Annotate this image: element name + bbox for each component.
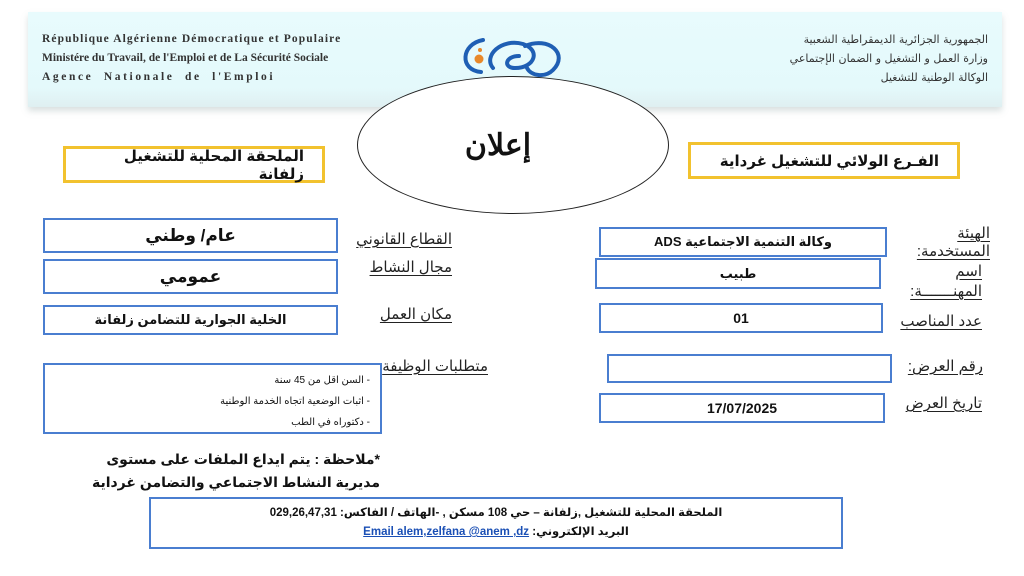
employer-field: [599, 227, 887, 257]
workplace-field: [43, 305, 338, 335]
requirement-item: - اثبات الوضعية اتجاه الخدمة الوطنية: [220, 396, 370, 407]
positions-count-label: عدد المناصب: [900, 313, 982, 330]
activity-value: عمومي: [159, 266, 222, 286]
contact-phone: 029,26,47,31: [269, 507, 337, 519]
offer-date-field: [599, 393, 885, 423]
email-link[interactable]: Email alem,zelfana @anem ,dz: [363, 526, 530, 538]
offer-date-label: تاريخ العرض: [905, 395, 982, 412]
profession-value: طبيب: [719, 265, 757, 281]
ministry-name-fr: Ministére du Travail, de l'Emploi et de La Sécurité Sociale: [42, 52, 329, 64]
agency-name-ar: الوكالة الوطنية للتشغيل: [880, 71, 988, 84]
workplace-label: مكان العمل: [379, 306, 452, 323]
note-line-2: مديرية النشاط الاجتماعي والتضامن غرداية: [91, 474, 380, 490]
wilaya-branch-box: [688, 142, 960, 179]
contact-address-line: [151, 504, 841, 523]
wilaya-branch-name: الفـرع الولائي للتشغيل غرداية: [719, 152, 939, 170]
legal-sector-field: [43, 218, 338, 253]
requirements-box: [43, 363, 382, 434]
filing-note: [80, 448, 380, 494]
requirements-label: متطلبات الوظيفة: [382, 358, 488, 375]
letterhead-arabic: [608, 30, 988, 87]
note-line-1: *ملاحظة : يتم ايداع الملفات على مستوى: [106, 451, 380, 467]
profession-label: اسم المهنـــــــة:: [910, 263, 982, 300]
republic-name-ar: الجمهورية الجزائرية الديمقراطية الشعبية: [803, 33, 988, 46]
letterhead-french: [42, 30, 422, 87]
agency-name-fr: Agence Nationale de l'Emploi: [42, 71, 276, 83]
announcement-title: إعلان: [464, 127, 532, 163]
offer-date-value: 17/07/2025: [706, 400, 778, 416]
offer-number-field: [607, 354, 892, 383]
profession-field: [595, 258, 881, 289]
activity-field: [43, 259, 338, 294]
announcement-oval: [357, 76, 669, 214]
requirement-item: - دكتوراه في الطب: [291, 417, 370, 428]
local-agency-box: [63, 146, 325, 183]
legal-sector-label: القطاع القانوني: [356, 231, 452, 248]
employer-value: وكالة التنمية الاجتماعية ADS: [654, 234, 832, 249]
requirement-item: - السن اقل من 45 سنة: [274, 375, 370, 386]
offer-number-label: رقم العرض:: [907, 358, 983, 375]
contact-address: الملحقة المحلية للتشغيل ,زلفانة – حي 108 مسكن , -الهاتف / الفاكس:: [340, 507, 723, 519]
positions-count-field: [599, 303, 883, 333]
contact-box: [149, 497, 843, 549]
workplace-value: الخلية الجوارية للتضامن زلفانة: [94, 312, 287, 327]
legal-sector-value: عام/ وطني: [145, 225, 236, 245]
employer-label: الهيئة المستخدمة:: [916, 225, 990, 260]
ministry-name-ar: وزارة العمل و التشغيل و الضمان الإجتماعي: [789, 52, 988, 65]
activity-label: مجال النشاط: [369, 259, 452, 276]
email-label: البريد الإلكتروني:: [532, 526, 629, 538]
positions-count-value: 01: [733, 310, 749, 326]
contact-email-line: [151, 523, 841, 542]
local-agency-name: الملحقة المحلية للتشغيل زلفانة: [123, 147, 304, 183]
republic-name-fr: République Algérienne Démocratique et Populaire: [42, 33, 342, 45]
